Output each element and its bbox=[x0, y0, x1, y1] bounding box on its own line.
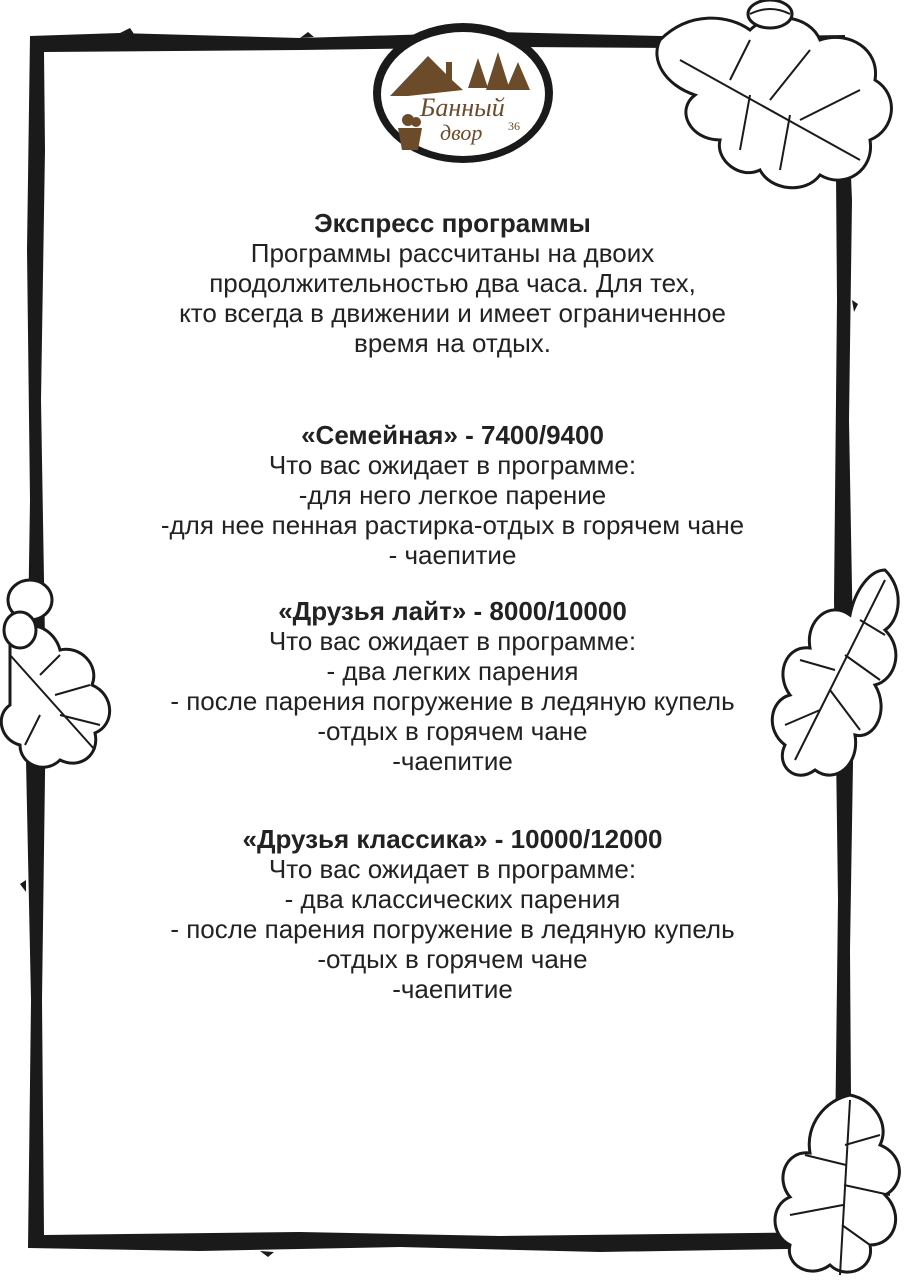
brand-name-line1: Банный bbox=[420, 93, 505, 122]
program-friends-lite bbox=[40, 596, 865, 776]
brand-suffix: 36 bbox=[508, 119, 520, 133]
brand-logo bbox=[368, 18, 558, 168]
price-list bbox=[40, 208, 865, 1004]
program-heading: «Друзья классика» - 10000/12000 bbox=[242, 824, 663, 854]
intro-line: Программы рассчитаны на двоих bbox=[250, 238, 655, 268]
page-title: Экспресс программы bbox=[314, 208, 591, 238]
program-item: -чаепитие bbox=[392, 974, 513, 1004]
program-item: -отдых в горячем чане bbox=[317, 944, 588, 974]
program-heading: «Друзья лайт» - 8000/10000 bbox=[278, 596, 627, 626]
program-item: - два легких парения bbox=[326, 656, 579, 686]
oak-leaf-bottom-right bbox=[770, 1085, 905, 1280]
program-family bbox=[40, 420, 865, 570]
program-item: - после парения погружение в ледяную купель bbox=[170, 686, 735, 716]
program-friends-classic bbox=[40, 824, 865, 1004]
oak-leaf-top-right bbox=[620, 0, 905, 200]
brand-name-line2: двор bbox=[440, 120, 483, 145]
program-lead: Что вас ожидает в программе: bbox=[268, 450, 637, 480]
intro-line: время на отдых. bbox=[354, 328, 551, 358]
program-item: -для нее пенная растирка-отдых в горячем чане bbox=[160, 510, 745, 540]
program-item: -чаепитие bbox=[392, 746, 513, 776]
program-item: - чаепитие bbox=[388, 540, 517, 570]
program-item: -отдых в горячем чане bbox=[317, 716, 588, 746]
program-lead: Что вас ожидает в программе: bbox=[268, 626, 637, 656]
intro-line: кто всегда в движении и имеет ограниченное bbox=[179, 298, 726, 328]
intro-line: продолжительностью два часа. Для тех, bbox=[209, 268, 696, 298]
program-item: - два классических парения bbox=[284, 884, 621, 914]
program-item: - после парения погружение в ледяную купель bbox=[170, 914, 735, 944]
program-item: -для него легкое парение bbox=[298, 480, 607, 510]
program-lead: Что вас ожидает в программе: bbox=[268, 854, 637, 884]
program-heading: «Семейная» - 7400/9400 bbox=[301, 420, 604, 450]
